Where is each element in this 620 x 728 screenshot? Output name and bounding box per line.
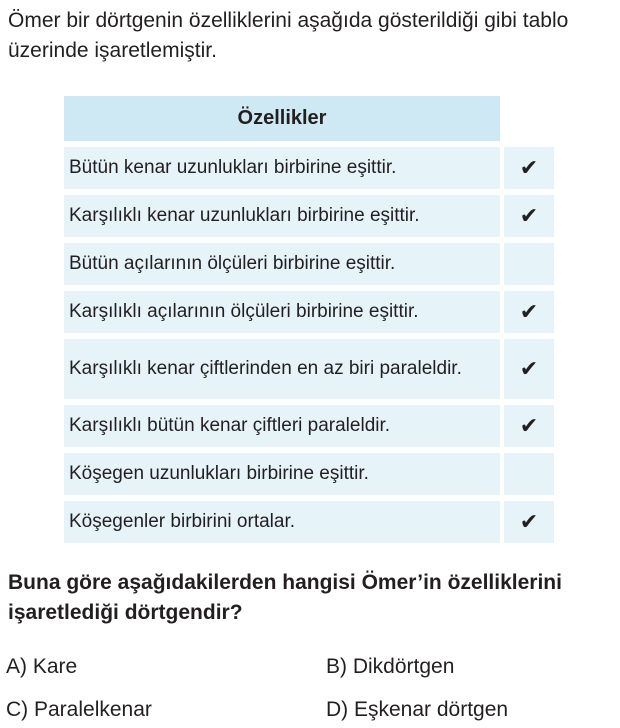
table-row [64, 501, 554, 543]
checkmark-icon [504, 453, 554, 495]
property-text: Köşegenler birbirini ortalar. [64, 501, 500, 543]
properties-table [64, 96, 554, 549]
table-header: Özellikler [64, 96, 500, 141]
table-row [64, 291, 554, 333]
option-b[interactable]: B) Dikdörtgen [326, 655, 455, 678]
property-text: Karşılıklı kenar uzunlukları birbirine eşittir. [64, 195, 500, 237]
option-c[interactable]: C) Paralelkenar [6, 698, 152, 721]
checkmark-icon: ✔ [504, 195, 554, 237]
property-text: Köşegen uzunlukları birbirine eşittir. [64, 453, 500, 495]
property-text: Bütün açılarının ölçüleri birbirine eşittir. [64, 243, 500, 285]
property-text: Karşılıklı bütün kenar çiftleri paraleldir. [64, 405, 500, 447]
intro-text: Ömer bir dörtgenin özelliklerini aşağıda gösterildiği gibi tablo üzerinde işaretlemiştir. [8, 9, 569, 62]
checkmark-icon: ✔ [504, 501, 554, 543]
table-row [64, 147, 554, 189]
option-d[interactable]: D) Eşkenar dörtgen [326, 698, 509, 721]
checkmark-icon [504, 243, 554, 285]
option-a[interactable]: A) Kare [6, 655, 78, 678]
property-text: Karşılıklı açılarının ölçüleri birbirine eşittir. [64, 291, 500, 333]
property-text: Bütün kenar uzunlukları birbirine eşittir. [64, 147, 500, 189]
checkmark-icon: ✔ [504, 405, 554, 447]
question-text: Buna göre aşağıdakilerden hangisi Ömer’in özelliklerini işaretlediği dörtgendir? [8, 571, 562, 624]
property-text: Karşılıklı kenar çiftlerinden en az biri paraleldir. [64, 339, 500, 399]
checkmark-icon: ✔ [504, 339, 554, 399]
table-row [64, 243, 554, 285]
table-row [64, 405, 554, 447]
table-row [64, 339, 554, 399]
checkmark-icon: ✔ [504, 147, 554, 189]
checkmark-icon: ✔ [504, 291, 554, 333]
table-row [64, 195, 554, 237]
table-row [64, 453, 554, 495]
table-header-row [64, 96, 554, 141]
table-header-check-column [504, 96, 554, 141]
